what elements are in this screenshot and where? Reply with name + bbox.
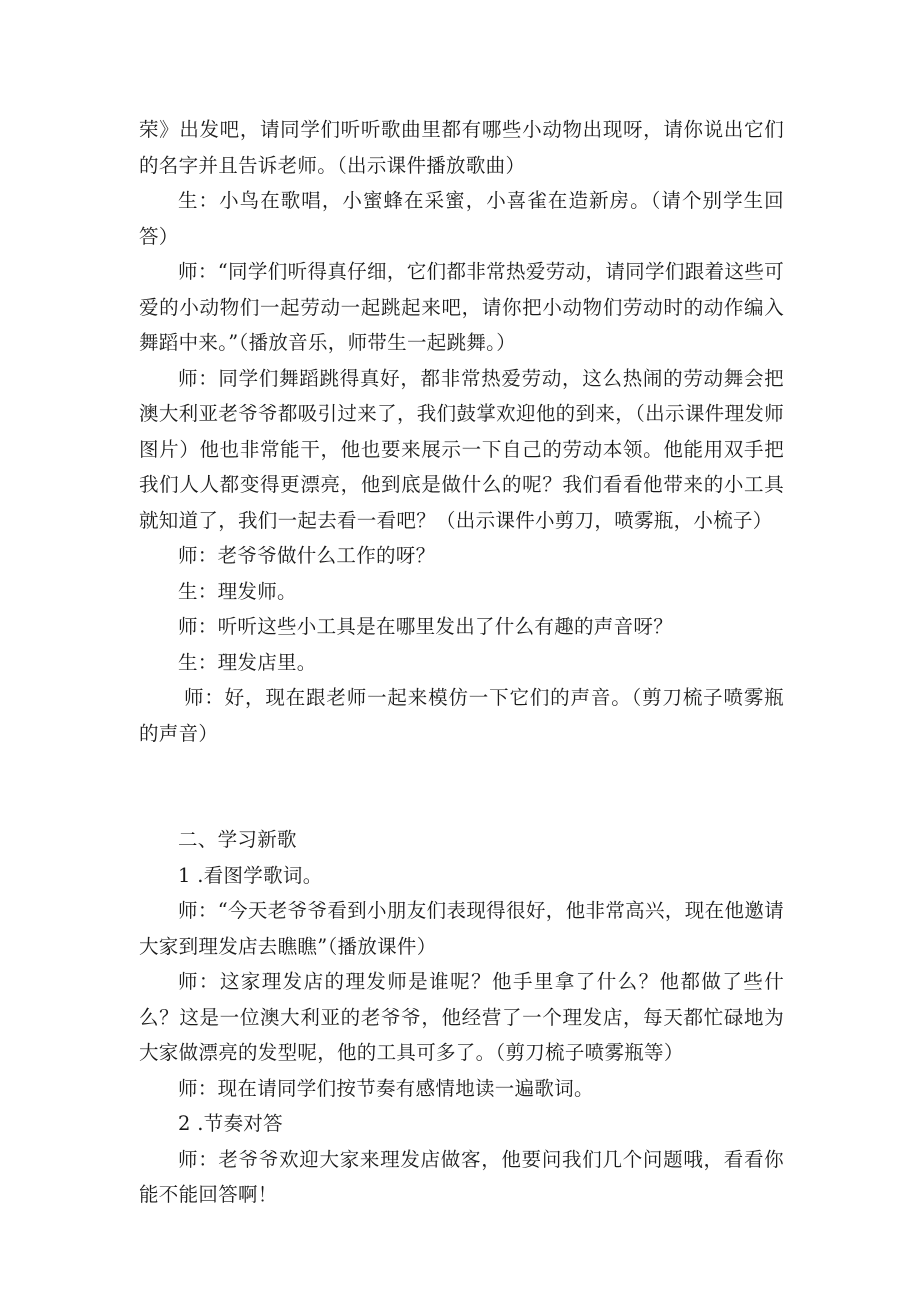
paragraph-teacher-barber-shop: 师：这家理发店的理发师是谁呢？他手里拿了什么？他都做了些什么？这是一位澳大利亚的老爷爷，他经营了一个理发店，每天都忙碌地为大家做漂亮的发型呢，他的工具可多了。（剪刀梳子喷雾瓶等） bbox=[139, 970, 784, 1064]
section-spacer bbox=[139, 751, 784, 822]
paragraph-teacher-read-lyrics: 师：现在请同学们按节奏有感情地读一遍歌词。 bbox=[178, 1076, 594, 1100]
paragraph-teacher-barber-intro: 师：同学们舞蹈跳得真好，都非常热爱劳动，这么热闹的劳动舞会把澳大利亚老爷爷都吸引过来了，我们鼓掌欢迎他的到来，（出示课件理发师图片）他也非常能干，他也要来展示一下自己的劳动本领。他能用双手把我们人人都变得更漂亮，他到底是做什么的呢？我们看看他带来的小工具就知道了，我们一起去看一看吧？（出示课件小剪刀，喷雾瓶，小梳子） bbox=[139, 366, 784, 532]
paragraph-student-answer-animals: 生：小鸟在歌唱，小蜜蜂在采蜜，小喜雀在造新房。（请个别学生回答） bbox=[139, 189, 784, 248]
paragraph-teacher-dance: 师：“同学们听得真仔细，它们都非常热爱劳动，请同学们跟着这些可爱的小动物们一起劳动一起跳起来吧，请你把小动物们劳动时的动作编入舞蹈中来。”（播放音乐，师带生一起跳舞。） bbox=[139, 260, 784, 354]
paragraph-teacher-question-job: 师：老爷爷做什么工作的呀？ bbox=[178, 544, 436, 567]
paragraph-student-answer-shop: 生：理发店里。 bbox=[178, 650, 317, 674]
subheading-rhythm: 2 .节奏对答 bbox=[178, 1112, 283, 1135]
paragraph-student-answer-barber: 生：理发师。 bbox=[178, 579, 297, 603]
subheading-lyrics: 1 .看图学歌词。 bbox=[178, 863, 323, 887]
section-heading-learn-song: 二、学习新歌 bbox=[178, 828, 297, 851]
paragraph-teacher-imitate: 师：好，现在跟老师一起来模仿一下它们的声音。（剪刀梳子喷雾瓶的声音） bbox=[139, 686, 784, 745]
paragraph-teacher-question-sounds: 师：听听这些小工具是在哪里发出了什么有趣的声音呀？ bbox=[178, 615, 674, 638]
paragraph-intro-continued: 荣》出发吧，请同学们听听歌曲里都有哪些小动物出现呀，请你说出它们的名字并且告诉老师。（出示课件播放歌曲） bbox=[139, 118, 784, 177]
document-body bbox=[139, 112, 784, 1213]
paragraph-teacher-questions: 师：老爷爷欢迎大家来理发店做客，他要问我们几个问题哦，看看你能不能回答啊！ bbox=[139, 1147, 784, 1206]
paragraph-teacher-invite: 师：“今天老爷爷看到小朋友们表现得很好，他非常高兴，现在他邀请大家到理发店去瞧瞧”（播放课件） bbox=[139, 899, 784, 958]
